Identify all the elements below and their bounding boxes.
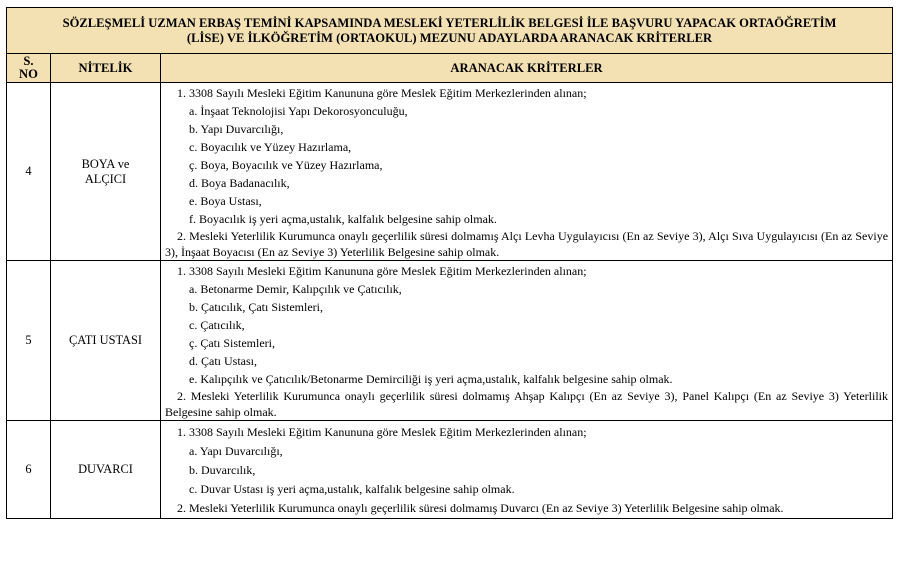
criteria-sub-item: b. Duvarcılık, <box>189 463 256 477</box>
criteria-sub-item: a. Betonarme Demir, Kalıpçılık ve Çatıcılık, <box>189 282 402 296</box>
criteria-sub-item: c. Duvar Ustası iş yeri açma,ustalık, kalfalık belgesine sahip olmak. <box>189 482 515 496</box>
criteria-sub-item: d. Boya Badanacılık, <box>189 176 290 190</box>
table-row <box>7 261 893 421</box>
row-number: 4 <box>7 83 51 261</box>
criteria-sub-item: e. Kalıpçılık ve Çatıcılık/Betonarme Demirciliği iş yeri açma,ustalık, kalfalık belgesine sahip olmak. <box>189 372 673 386</box>
row-criteria <box>161 83 893 261</box>
nitelik-line-1: ÇATI USTASI <box>68 333 142 347</box>
row-nitelik <box>51 261 161 421</box>
nitelik-line-1: DUVARCI <box>78 462 133 476</box>
row-number: 6 <box>7 421 51 519</box>
column-header-nitelik: NİTELİK <box>51 54 161 83</box>
row-nitelik <box>51 83 161 261</box>
nitelik-line-1: BOYA ve <box>81 156 130 171</box>
criteria-sub-item: c. Boyacılık ve Yüzey Hazırlama, <box>189 140 352 154</box>
criteria-item-1: 1. 3308 Sayılı Mesleki Eğitim Kanununa göre Meslek Eğitim Merkezlerinden alınan; <box>177 86 587 100</box>
row-number: 5 <box>7 261 51 421</box>
criteria-sub-item: a. İnşaat Teknolojisi Yapı Dekorosyonculuğu, <box>189 104 408 118</box>
criteria-sub-item: e. Boya Ustası, <box>189 194 262 208</box>
row-nitelik <box>51 421 161 519</box>
column-header-no <box>7 54 51 83</box>
column-header-kriterler: ARANACAK KRİTERLER <box>161 54 893 83</box>
criteria-item-1: 1. 3308 Sayılı Mesleki Eğitim Kanununa göre Meslek Eğitim Merkezlerinden alınan; <box>177 264 587 278</box>
criteria-document <box>6 7 892 519</box>
column-header-no-line-1: S. <box>23 54 34 68</box>
criteria-sub-item: f. Boyacılık iş yeri açma,ustalık, kalfalık belgesine sahip olmak. <box>189 212 497 226</box>
table-row <box>7 83 893 261</box>
criteria-sub-item: ç. Boya, Boyacılık ve Yüzey Hazırlama, <box>189 158 383 172</box>
row-criteria <box>161 261 893 421</box>
row-criteria <box>161 421 893 519</box>
title-line-2: (LİSE) VE İLKÖĞRETİM (ORTAOKUL) MEZUNU ADAYLARDA ARANACAK KRİTERLER <box>186 31 713 45</box>
title-row <box>7 8 893 54</box>
criteria-item-1: 1. 3308 Sayılı Mesleki Eğitim Kanununa göre Meslek Eğitim Merkezlerinden alınan; <box>177 425 587 439</box>
criteria-item-2: 2. Mesleki Yeterlilik Kurumunca onaylı geçerlilik süresi dolmamış Ahşap Kalıpçı (En az Seviye 3), Panel Kalıpçı (En az Seviye 3) Yeterlilik Belgesine sahip olmak. <box>165 389 889 419</box>
header-row <box>7 54 893 83</box>
criteria-sub-item: ç. Çatı Sistemleri, <box>189 336 275 350</box>
criteria-sub-item: c. Çatıcılık, <box>189 318 245 332</box>
title-line-1: SÖZLEŞMELİ UZMAN ERBAŞ TEMİNİ KAPSAMINDA MESLEKİ YETERLİLİK BELGESİ İLE BAŞVURU YAPACAK ORTAÖĞRETİM <box>62 16 837 30</box>
criteria-item-2: 2. Mesleki Yeterlilik Kurumunca onaylı geçerlilik süresi dolmamış Alçı Levha Uygulayıcısı (En az Seviye 3), Alçı Sıva Uygulayıcısı (En az Seviye 3), İnşaat Boyacısı (En az Seviye 3) Yeterlilik Belgesine sahip olmak. <box>165 229 889 259</box>
nitelik-line-2: ALÇICI <box>84 171 127 186</box>
criteria-sub-item: b. Çatıcılık, Çatı Sistemleri, <box>189 300 323 314</box>
criteria-item-2: 2. Mesleki Yeterlilik Kurumunca onaylı geçerlilik süresi dolmamış Duvarcı (En az Seviye 3) Yeterlilik Belgesine sahip olmak. <box>177 501 784 515</box>
criteria-table <box>6 7 893 519</box>
column-header-no-line-2: NO <box>19 67 38 81</box>
criteria-sub-item: a. Yapı Duvarcılığı, <box>189 444 283 458</box>
criteria-sub-item: d. Çatı Ustası, <box>189 354 257 368</box>
criteria-sub-item: b. Yapı Duvarcılığı, <box>189 122 284 136</box>
table-row <box>7 421 893 519</box>
document-title <box>7 8 893 54</box>
